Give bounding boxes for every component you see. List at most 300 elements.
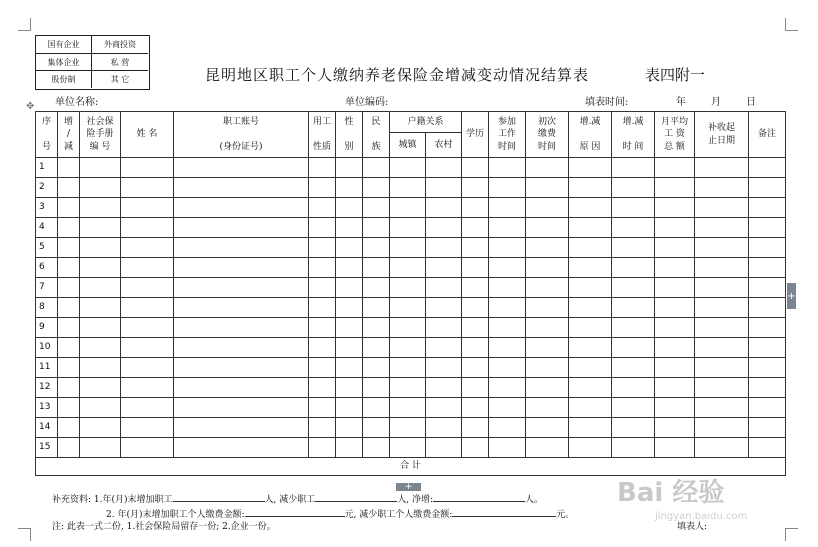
- table-cell[interactable]: [569, 278, 612, 298]
- table-cell[interactable]: [695, 198, 749, 218]
- row-number: 15: [36, 438, 58, 458]
- table-cell[interactable]: [526, 338, 569, 358]
- table-cell[interactable]: [655, 218, 695, 238]
- table-cell[interactable]: [58, 318, 80, 338]
- header-change: 增 / 减: [58, 112, 80, 158]
- table-cell[interactable]: [390, 438, 426, 458]
- table-cell[interactable]: [489, 398, 526, 418]
- table-cell[interactable]: [612, 318, 655, 338]
- table-cell[interactable]: [336, 318, 363, 338]
- table-cell[interactable]: [655, 378, 695, 398]
- table-cell[interactable]: [58, 398, 80, 418]
- table-cell[interactable]: [526, 218, 569, 238]
- table-cell[interactable]: [363, 318, 390, 338]
- table-cell[interactable]: [80, 438, 121, 458]
- row-number: 3: [36, 198, 58, 218]
- table-cell[interactable]: [655, 198, 695, 218]
- table-cell[interactable]: [569, 238, 612, 258]
- table-cell[interactable]: [489, 258, 526, 278]
- table-cell[interactable]: [426, 198, 462, 218]
- table-cell[interactable]: [363, 278, 390, 298]
- table-cell[interactable]: [363, 378, 390, 398]
- table-cell[interactable]: [390, 358, 426, 378]
- table-cell[interactable]: [309, 358, 336, 378]
- table-cell[interactable]: [121, 358, 174, 378]
- table-cell[interactable]: [612, 198, 655, 218]
- table-cell[interactable]: [121, 258, 174, 278]
- table-cell[interactable]: [612, 218, 655, 238]
- settlement-table[interactable]: [35, 111, 786, 476]
- table-cell[interactable]: [336, 378, 363, 398]
- table-row: [36, 238, 786, 258]
- table-cell[interactable]: [80, 418, 121, 438]
- table-cell[interactable]: [655, 238, 695, 258]
- footer-net-label: 人, 净增:: [397, 495, 434, 505]
- table-cell[interactable]: [121, 298, 174, 318]
- table-cell[interactable]: [526, 258, 569, 278]
- table-cell[interactable]: [569, 358, 612, 378]
- table-cell[interactable]: [612, 298, 655, 318]
- table-cell[interactable]: [363, 178, 390, 198]
- table-cell[interactable]: [121, 238, 174, 258]
- table-cell[interactable]: [80, 338, 121, 358]
- table-cell[interactable]: [309, 298, 336, 318]
- header-gender: 性 别: [336, 112, 363, 158]
- table-cell[interactable]: [749, 318, 786, 338]
- footer-supplement-label: 补充资料: 1.年(月)末增加职工: [52, 495, 173, 505]
- table-cell[interactable]: [174, 378, 309, 398]
- table-cell[interactable]: [462, 338, 489, 358]
- table-cell[interactable]: [309, 418, 336, 438]
- table-cell[interactable]: [526, 158, 569, 178]
- table-cell[interactable]: [58, 378, 80, 398]
- baidu-watermark-url: jingyan.baidu.com: [655, 511, 748, 522]
- table-cell[interactable]: [489, 358, 526, 378]
- table-cell[interactable]: [174, 278, 309, 298]
- table-cell[interactable]: [426, 318, 462, 338]
- table-cell[interactable]: [80, 358, 121, 378]
- table-cell[interactable]: [58, 198, 80, 218]
- table-cell[interactable]: [695, 318, 749, 338]
- table-cell[interactable]: [174, 438, 309, 458]
- table-cell[interactable]: [569, 258, 612, 278]
- table-row: [36, 298, 786, 318]
- table-cell[interactable]: [426, 358, 462, 378]
- table-cell[interactable]: [462, 238, 489, 258]
- header-seq: 序 号: [36, 112, 58, 158]
- table-cell[interactable]: [426, 298, 462, 318]
- table-cell[interactable]: [655, 158, 695, 178]
- table-cell[interactable]: [655, 338, 695, 358]
- table-cell[interactable]: [749, 438, 786, 458]
- table-cell[interactable]: [462, 298, 489, 318]
- table-cell[interactable]: [462, 318, 489, 338]
- table-cell[interactable]: [174, 398, 309, 418]
- table-cell[interactable]: [390, 398, 426, 418]
- table-cell[interactable]: [121, 158, 174, 178]
- added-workers-field[interactable]: [173, 492, 265, 502]
- row-number: 12: [36, 378, 58, 398]
- table-cell[interactable]: [309, 378, 336, 398]
- reduced-workers-field[interactable]: [315, 492, 397, 502]
- table-cell[interactable]: [695, 178, 749, 198]
- table-cell[interactable]: [363, 358, 390, 378]
- net-increase-field[interactable]: [433, 492, 525, 502]
- table-cell[interactable]: [749, 278, 786, 298]
- table-cell[interactable]: [363, 238, 390, 258]
- table-cell[interactable]: [569, 338, 612, 358]
- added-amount-field[interactable]: [245, 507, 345, 517]
- table-cell[interactable]: [489, 298, 526, 318]
- table-cell[interactable]: [80, 218, 121, 238]
- table-cell[interactable]: [569, 378, 612, 398]
- table-cell[interactable]: [390, 258, 426, 278]
- table-cell[interactable]: [121, 438, 174, 458]
- table-cell[interactable]: [309, 198, 336, 218]
- table-cell[interactable]: [749, 378, 786, 398]
- table-cell[interactable]: [612, 178, 655, 198]
- table-cell[interactable]: [462, 278, 489, 298]
- table-cell[interactable]: [526, 298, 569, 318]
- table-cell[interactable]: [462, 158, 489, 178]
- table-cell[interactable]: [309, 338, 336, 358]
- table-cell[interactable]: [462, 358, 489, 378]
- table-cell[interactable]: [309, 158, 336, 178]
- table-cell[interactable]: [655, 278, 695, 298]
- table-cell[interactable]: [569, 298, 612, 318]
- table-move-handle-icon[interactable]: ✥: [26, 101, 35, 112]
- table-cell[interactable]: [174, 298, 309, 318]
- table-cell[interactable]: [336, 218, 363, 238]
- table-cell[interactable]: [390, 418, 426, 438]
- table-cell[interactable]: [309, 398, 336, 418]
- table-cell[interactable]: [336, 278, 363, 298]
- table-cell[interactable]: [749, 358, 786, 378]
- table-cell[interactable]: [363, 338, 390, 358]
- reduced-amount-field[interactable]: [452, 507, 556, 517]
- table-cell[interactable]: [336, 338, 363, 358]
- table-cell[interactable]: [612, 418, 655, 438]
- table-cell[interactable]: [695, 258, 749, 278]
- table-cell[interactable]: [489, 158, 526, 178]
- table-cell[interactable]: [569, 158, 612, 178]
- row-number: 7: [36, 278, 58, 298]
- table-cell[interactable]: [309, 318, 336, 338]
- table-cell[interactable]: [655, 418, 695, 438]
- table-cell[interactable]: [526, 438, 569, 458]
- table-cell[interactable]: [363, 198, 390, 218]
- table-cell[interactable]: [489, 378, 526, 398]
- table-cell[interactable]: [390, 318, 426, 338]
- table-cell[interactable]: [489, 218, 526, 238]
- table-cell[interactable]: [309, 178, 336, 198]
- table-cell[interactable]: [569, 438, 612, 458]
- add-column-handle-icon[interactable]: +: [787, 283, 796, 309]
- header-name: 姓 名: [121, 112, 174, 158]
- table-cell[interactable]: [426, 418, 462, 438]
- table-cell[interactable]: [363, 398, 390, 418]
- table-cell[interactable]: [612, 398, 655, 418]
- header-work-start: 参加 工作 时间: [489, 112, 526, 158]
- table-cell[interactable]: [695, 398, 749, 418]
- table-cell[interactable]: [390, 198, 426, 218]
- fill-time-label: 填表时间:: [585, 97, 629, 108]
- table-cell[interactable]: [363, 438, 390, 458]
- table-cell[interactable]: [58, 218, 80, 238]
- table-cell[interactable]: [489, 278, 526, 298]
- table-row: [36, 258, 786, 278]
- footer-reduced-amount-label: 元, 减少职工个人缴费金额:: [344, 510, 453, 520]
- table-cell[interactable]: [612, 158, 655, 178]
- table-cell[interactable]: [336, 418, 363, 438]
- table-cell[interactable]: [462, 178, 489, 198]
- table-cell[interactable]: [309, 278, 336, 298]
- table-cell[interactable]: [336, 438, 363, 458]
- table-cell[interactable]: [569, 398, 612, 418]
- table-cell[interactable]: [309, 258, 336, 278]
- table-cell[interactable]: [462, 198, 489, 218]
- table-cell[interactable]: [569, 218, 612, 238]
- table-row: [36, 358, 786, 378]
- table-cell[interactable]: [526, 358, 569, 378]
- table-cell[interactable]: [336, 178, 363, 198]
- table-cell[interactable]: [58, 278, 80, 298]
- header-avg-wage: 月平均 工 资 总 额: [655, 112, 695, 158]
- table-cell[interactable]: [363, 258, 390, 278]
- table-cell[interactable]: [655, 258, 695, 278]
- row-number: 13: [36, 398, 58, 418]
- table-cell[interactable]: [612, 278, 655, 298]
- table-cell[interactable]: [749, 338, 786, 358]
- table-cell[interactable]: [121, 218, 174, 238]
- table-cell[interactable]: [80, 178, 121, 198]
- table-cell[interactable]: [174, 258, 309, 278]
- table-cell[interactable]: [58, 258, 80, 278]
- table-cell[interactable]: [336, 358, 363, 378]
- table-cell[interactable]: [336, 398, 363, 418]
- table-cell[interactable]: [390, 158, 426, 178]
- table-cell[interactable]: [390, 218, 426, 238]
- table-cell[interactable]: [390, 178, 426, 198]
- table-cell[interactable]: [309, 218, 336, 238]
- table-cell[interactable]: [695, 218, 749, 238]
- table-cell[interactable]: [426, 158, 462, 178]
- table-cell[interactable]: [749, 158, 786, 178]
- table-cell[interactable]: [336, 298, 363, 318]
- unit-code-label: 单位编码:: [345, 97, 389, 108]
- page-subtitle: 表四附一: [645, 66, 706, 84]
- table-cell[interactable]: [612, 258, 655, 278]
- table-cell[interactable]: [749, 218, 786, 238]
- table-cell[interactable]: [174, 318, 309, 338]
- table-cell[interactable]: [121, 338, 174, 358]
- table-cell[interactable]: [336, 258, 363, 278]
- header-supplement-period: 补收起 止日期: [695, 112, 749, 158]
- table-cell[interactable]: [58, 438, 80, 458]
- header-worker-type: 用工 性质: [309, 112, 336, 158]
- table-cell[interactable]: [489, 338, 526, 358]
- table-cell[interactable]: [612, 438, 655, 458]
- table-cell[interactable]: [526, 378, 569, 398]
- table-cell[interactable]: [655, 178, 695, 198]
- table-cell[interactable]: [426, 438, 462, 458]
- table-cell[interactable]: [363, 298, 390, 318]
- table-cell[interactable]: [462, 438, 489, 458]
- table-cell[interactable]: [695, 278, 749, 298]
- table-cell[interactable]: [695, 298, 749, 318]
- table-cell[interactable]: [489, 238, 526, 258]
- table-cell[interactable]: [489, 438, 526, 458]
- table-cell[interactable]: [121, 318, 174, 338]
- table-cell[interactable]: [336, 158, 363, 178]
- table-cell[interactable]: [462, 398, 489, 418]
- table-cell[interactable]: [174, 418, 309, 438]
- add-row-handle-icon[interactable]: +: [396, 483, 421, 491]
- crop-mark-top-right: [785, 18, 798, 31]
- table-cell[interactable]: [58, 178, 80, 198]
- header-urban: 城镇: [390, 133, 426, 158]
- footer-note: 注: 此表一式二份, 1.社会保险局留存一份; 2.企业一份。: [52, 522, 276, 532]
- table-cell[interactable]: [80, 378, 121, 398]
- table-cell[interactable]: [121, 418, 174, 438]
- table-cell[interactable]: [121, 278, 174, 298]
- table-cell[interactable]: [526, 198, 569, 218]
- table-cell[interactable]: [363, 218, 390, 238]
- table-cell[interactable]: [655, 438, 695, 458]
- table-cell[interactable]: [80, 298, 121, 318]
- table-cell[interactable]: [526, 398, 569, 418]
- table-cell[interactable]: [695, 238, 749, 258]
- table-cell[interactable]: [80, 318, 121, 338]
- table-cell[interactable]: [489, 318, 526, 338]
- table-cell[interactable]: [749, 178, 786, 198]
- table-cell[interactable]: [612, 238, 655, 258]
- table-cell[interactable]: [695, 418, 749, 438]
- row-number: 9: [36, 318, 58, 338]
- table-cell[interactable]: [58, 338, 80, 358]
- table-cell[interactable]: [489, 198, 526, 218]
- table-row: [36, 438, 786, 458]
- table-cell[interactable]: [336, 198, 363, 218]
- table-cell[interactable]: [174, 238, 309, 258]
- table-cell[interactable]: [121, 198, 174, 218]
- table-cell[interactable]: [526, 238, 569, 258]
- table-cell[interactable]: [526, 278, 569, 298]
- table-cell[interactable]: [695, 378, 749, 398]
- header-handbook: 社会保 险手册 编 号: [80, 112, 121, 158]
- table-cell[interactable]: [58, 358, 80, 378]
- table-cell[interactable]: [80, 278, 121, 298]
- table-cell[interactable]: [309, 438, 336, 458]
- table-cell[interactable]: [426, 398, 462, 418]
- total-row-label: 合 计: [36, 458, 786, 476]
- table-cell[interactable]: [569, 198, 612, 218]
- table-cell[interactable]: [655, 318, 695, 338]
- table-cell[interactable]: [655, 298, 695, 318]
- table-cell[interactable]: [749, 238, 786, 258]
- table-cell[interactable]: [174, 338, 309, 358]
- table-cell[interactable]: [174, 178, 309, 198]
- table-cell[interactable]: [336, 238, 363, 258]
- table-cell[interactable]: [174, 158, 309, 178]
- table-cell[interactable]: [80, 398, 121, 418]
- table-cell[interactable]: [121, 398, 174, 418]
- table-cell[interactable]: [655, 398, 695, 418]
- table-cell[interactable]: [612, 378, 655, 398]
- table-cell[interactable]: [174, 218, 309, 238]
- table-cell[interactable]: [363, 158, 390, 178]
- table-cell[interactable]: [489, 178, 526, 198]
- table-cell[interactable]: [390, 338, 426, 358]
- table-cell[interactable]: [121, 178, 174, 198]
- table-cell[interactable]: [749, 418, 786, 438]
- table-cell[interactable]: [80, 198, 121, 218]
- footer-added-amount-label: 2. 年(月)末增加职工个人缴费金额:: [106, 510, 245, 520]
- row-number: 11: [36, 358, 58, 378]
- table-cell[interactable]: [462, 218, 489, 238]
- table-cell[interactable]: [390, 238, 426, 258]
- table-cell[interactable]: [390, 298, 426, 318]
- table-cell[interactable]: [462, 418, 489, 438]
- table-cell[interactable]: [174, 358, 309, 378]
- table-cell[interactable]: [612, 338, 655, 358]
- table-cell[interactable]: [526, 178, 569, 198]
- table-cell[interactable]: [58, 238, 80, 258]
- table-cell[interactable]: [426, 278, 462, 298]
- table-cell[interactable]: [426, 338, 462, 358]
- table-cell[interactable]: [749, 258, 786, 278]
- table-cell[interactable]: [489, 418, 526, 438]
- table-cell[interactable]: [363, 418, 390, 438]
- footer-yuan-label: 元。: [556, 510, 575, 520]
- table-cell[interactable]: [526, 318, 569, 338]
- table-cell[interactable]: [426, 378, 462, 398]
- table-cell[interactable]: [426, 218, 462, 238]
- table-cell[interactable]: [58, 158, 80, 178]
- table-cell[interactable]: [390, 378, 426, 398]
- table-cell[interactable]: [58, 418, 80, 438]
- table-cell[interactable]: [426, 258, 462, 278]
- table-cell[interactable]: [80, 238, 121, 258]
- table-cell[interactable]: [695, 358, 749, 378]
- table-cell[interactable]: [526, 418, 569, 438]
- table-cell[interactable]: [426, 178, 462, 198]
- table-cell[interactable]: [695, 338, 749, 358]
- table-cell[interactable]: [174, 198, 309, 218]
- table-cell[interactable]: [612, 358, 655, 378]
- table-cell[interactable]: [80, 158, 121, 178]
- table-cell[interactable]: [749, 198, 786, 218]
- table-cell[interactable]: [749, 298, 786, 318]
- table-cell[interactable]: [695, 158, 749, 178]
- table-cell[interactable]: [462, 258, 489, 278]
- table-cell[interactable]: [655, 358, 695, 378]
- header-remark: 备注: [749, 112, 786, 158]
- table-cell[interactable]: [426, 238, 462, 258]
- table-cell[interactable]: [58, 298, 80, 318]
- table-cell[interactable]: [309, 238, 336, 258]
- table-cell[interactable]: [569, 178, 612, 198]
- table-cell[interactable]: [695, 438, 749, 458]
- table-cell[interactable]: [569, 318, 612, 338]
- table-cell[interactable]: [462, 378, 489, 398]
- header-first-pay: 初次 缴费 时间: [526, 112, 569, 158]
- table-cell[interactable]: [569, 418, 612, 438]
- table-cell[interactable]: [121, 378, 174, 398]
- table-cell[interactable]: [80, 258, 121, 278]
- table-cell[interactable]: [390, 278, 426, 298]
- table-cell[interactable]: [749, 398, 786, 418]
